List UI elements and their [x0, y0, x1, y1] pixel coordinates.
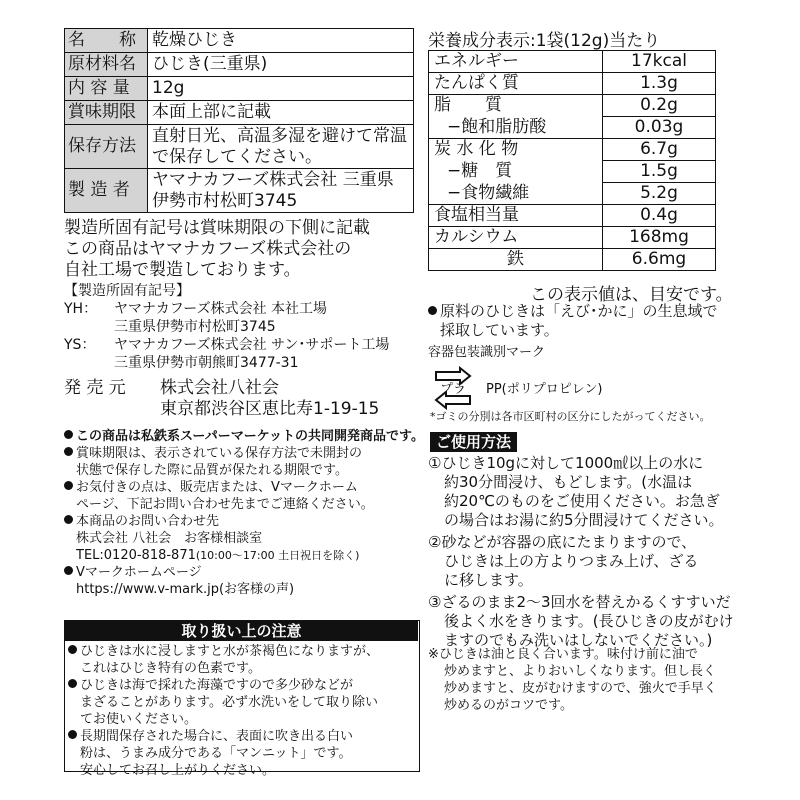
nutrient-label: 脂 質 — [429, 95, 603, 117]
info-value: 本面上部に記載 — [148, 101, 414, 125]
info-row — [65, 169, 414, 213]
care-title: 取り扱い上の注意 — [65, 621, 418, 641]
homepage-link[interactable]: https://www.v-mark.jp — [76, 582, 219, 597]
contact-company: 株式会社 八社会 お客様相談室 — [76, 531, 263, 546]
nutrient-label: −食物繊維 — [429, 183, 603, 205]
nutrient-value: 0.03g — [603, 117, 716, 139]
nutrition-row — [429, 249, 716, 271]
bullet-icon — [428, 306, 437, 315]
info-value: 乾燥ひじき — [148, 29, 414, 53]
usage-step: ③ざるのまま2〜3回水を替えかるくすすいだ — [428, 593, 731, 611]
info-label: 原材料名 — [65, 53, 148, 77]
tip-text: 炒めますと、皮がむけますので、強火で手早く — [444, 681, 717, 696]
note-text: この商品は私鉄系スーパーマーケットの共同開発商品です。 — [76, 429, 425, 444]
nutrition-row — [429, 139, 716, 161]
care-text: 安心してお召し上がりください。 — [80, 763, 276, 778]
nutrition-table — [428, 50, 716, 271]
nutrition-row — [429, 183, 716, 205]
seller-name: 株式会社八社会 — [160, 378, 279, 398]
origin-note — [428, 302, 718, 340]
info-value: 12g — [148, 77, 414, 101]
tip-text: 炒めるのがコツです。 — [444, 698, 573, 713]
tip-text: ※ひじきは油と良く合います。味付け前に油で — [428, 647, 698, 662]
care-text: てお使いください。 — [80, 712, 198, 727]
nutrient-value: 1.3g — [603, 73, 716, 95]
nutrient-value: 0.2g — [603, 95, 716, 117]
note-text: ページ、下記お問い合わせ先までご連絡ください。 — [76, 497, 374, 512]
tip-text: 炒めますと、よりおいしくなります。但し長く — [444, 664, 716, 679]
bullet-icon — [64, 447, 73, 456]
plant-code: YH： — [64, 301, 98, 317]
plant-code: YS： — [64, 337, 96, 353]
nutrition-row — [429, 205, 716, 227]
nutrient-value: 0.4g — [603, 205, 716, 227]
nutrition-title: 栄養成分表示:1袋(12g)当たり — [428, 31, 661, 51]
nutrition-row — [429, 117, 716, 139]
info-label: 保存方法 — [65, 125, 148, 169]
info-label: 賞味期限 — [65, 101, 148, 125]
info-row — [65, 29, 414, 53]
usage-step: に移します。 — [444, 571, 533, 589]
bullet-icon — [68, 679, 77, 688]
seller-address: 東京都渋谷区恵比寿1-19-15 — [160, 399, 380, 419]
plant-line: 製造所固有記号は賞味期限の下側に記載 — [64, 218, 370, 238]
nutrition-note: この表示値は、目安です。 — [530, 285, 733, 305]
recycle-heading: 容器包装識別マーク — [428, 345, 546, 360]
nutrient-label: −糖 質 — [429, 161, 603, 183]
bullet-icon — [64, 481, 73, 490]
nutrition-row — [429, 73, 716, 95]
usage-step: 約30分間浸け、もどします。(水温は — [444, 473, 693, 491]
usage-tip — [428, 646, 717, 714]
plant-codes-heading: 【製造所固有記号】 — [64, 283, 190, 299]
plant-address: 三重県伊勢市朝熊町3477-31 — [114, 355, 299, 371]
nutrient-value: 1.5g — [603, 161, 716, 183]
plant-info — [64, 218, 370, 281]
care-item — [68, 643, 379, 660]
nutrient-value: 6.7g — [603, 139, 716, 161]
seller-block — [64, 378, 379, 420]
bullet-icon — [64, 566, 73, 575]
usage-title: ご使用方法 — [430, 432, 517, 452]
plant-address: 三重県伊勢市村松町3745 — [114, 319, 276, 335]
bullet-icon — [64, 430, 73, 439]
info-value: 直射日光、高温多湿を避けて常温で保存してください。 — [148, 125, 414, 169]
info-label: 製 造 者 — [65, 169, 148, 213]
info-label: 名 称 — [65, 29, 148, 53]
nutrition-row — [429, 51, 716, 73]
nutrient-label: カルシウム — [429, 227, 603, 249]
nutrient-value: 6.6mg — [603, 249, 716, 271]
plant-line: 自社工場で製造しております。 — [64, 260, 301, 280]
seller-label: 発 売 元 — [64, 378, 126, 398]
usage-step: 後よく水をきります。(長ひじきの皮がむけ — [444, 612, 734, 630]
note-text: 本商品のお問い合わせ先 — [76, 514, 220, 529]
note-item — [64, 564, 424, 581]
recycle-note: *ゴミの分別は各市区町村の区分にしたがってください。 — [430, 410, 711, 423]
plant-name: ヤマナカフーズ株式会社 本社工場 — [114, 301, 328, 317]
nutrient-label: 炭 水 化 物 — [429, 139, 603, 161]
nutrient-label: エネルギー — [429, 51, 603, 73]
note-item — [64, 445, 424, 462]
origin-text: 原料のひじきは「えび･かに」の生息域で — [440, 302, 718, 320]
product-info-table — [64, 28, 414, 213]
note-text: 状態で保存した際に品質が保たれる期限です。 — [76, 463, 348, 478]
care-text: 長期間保存された場合に、表面に吹き出る白い — [80, 729, 354, 744]
nutrition-row — [429, 227, 716, 249]
nutrient-value: 5.2g — [603, 183, 716, 205]
care-item — [68, 728, 379, 745]
care-text: これはひじき特有の色素です。 — [80, 661, 261, 676]
info-value: ひじき(三重県) — [148, 53, 414, 77]
info-row — [65, 53, 414, 77]
info-row — [65, 125, 414, 169]
recycle-plastic-icon — [430, 366, 476, 410]
plant-line: この商品はヤマナカフーズ株式会社の — [64, 239, 352, 259]
nutrition-row — [429, 161, 716, 183]
note-text: Vマークホームページ — [76, 565, 202, 580]
origin-text: 採取しています。 — [440, 321, 559, 339]
care-text: まざることがあります。必ず水洗いをして取り除い — [80, 695, 378, 710]
usage-step: ひじきは上の方よりつまみ上げ、ざる — [444, 552, 699, 570]
plant-codes — [64, 282, 389, 372]
nutrient-label: 食塩相当量 — [429, 205, 603, 227]
note-text: お気付きの点は、販売店または、Vマークホーム — [76, 480, 358, 495]
plant-name: ヤマナカフーズ株式会社 サン･サポート工場 — [114, 337, 390, 353]
care-item — [68, 677, 379, 694]
info-row — [65, 101, 414, 125]
note-text: 賞味期限は、表示されている保存方法で未開封の — [76, 446, 363, 461]
note-item — [64, 513, 424, 530]
recycle-mark-text: プラ — [439, 382, 467, 397]
homepage-suffix: (お客様の声) — [218, 582, 295, 597]
care-text: ひじきは海で採れた海藻ですので多少砂などが — [80, 678, 354, 693]
bullet-icon — [68, 645, 77, 654]
contact-phone[interactable]: TEL:0120-818-871 — [76, 548, 196, 563]
info-label: 内 容 量 — [65, 77, 148, 101]
recycle-material: PP(ポリプロピレン) — [486, 382, 603, 397]
nutrient-value: 168mg — [603, 227, 716, 249]
usage-step: ますのでもみ洗いはしないでください。) — [444, 631, 713, 649]
bullet-icon — [68, 730, 77, 739]
info-value: ヤマナカフーズ株式会社 三重県伊勢市村松町3745 — [148, 169, 414, 213]
note-item — [64, 428, 424, 445]
nutrition-row — [429, 95, 716, 117]
care-text: ひじきは水に浸しますと水が茶褐色になりますが、 — [80, 644, 380, 659]
usage-steps — [428, 454, 734, 650]
note-item — [64, 479, 424, 496]
bullet-icon — [64, 515, 73, 524]
notes-block — [64, 428, 424, 598]
usage-step: ②砂などが容器の底にたまりますので、 — [428, 533, 697, 551]
care-text: 粉は、うまみ成分である「マンニット」です。 — [80, 746, 352, 761]
contact-hours: (10:00〜17:00 土日祝日を除く) — [195, 549, 360, 562]
care-list — [68, 643, 379, 779]
nutrient-label: たんぱく質 — [429, 73, 603, 95]
usage-step: ①ひじき10gに対して1000㎖以上の水に — [428, 454, 704, 472]
nutrient-label: 鉄 — [429, 249, 603, 271]
info-row — [65, 77, 414, 101]
usage-step: 約20℃のものをご使用ください。お急ぎ — [444, 492, 720, 510]
usage-step: の場合はお湯に約5分間浸けてください。 — [444, 511, 724, 529]
nutrient-label: −飽和脂肪酸 — [429, 117, 603, 139]
nutrient-value: 17kcal — [603, 51, 716, 73]
